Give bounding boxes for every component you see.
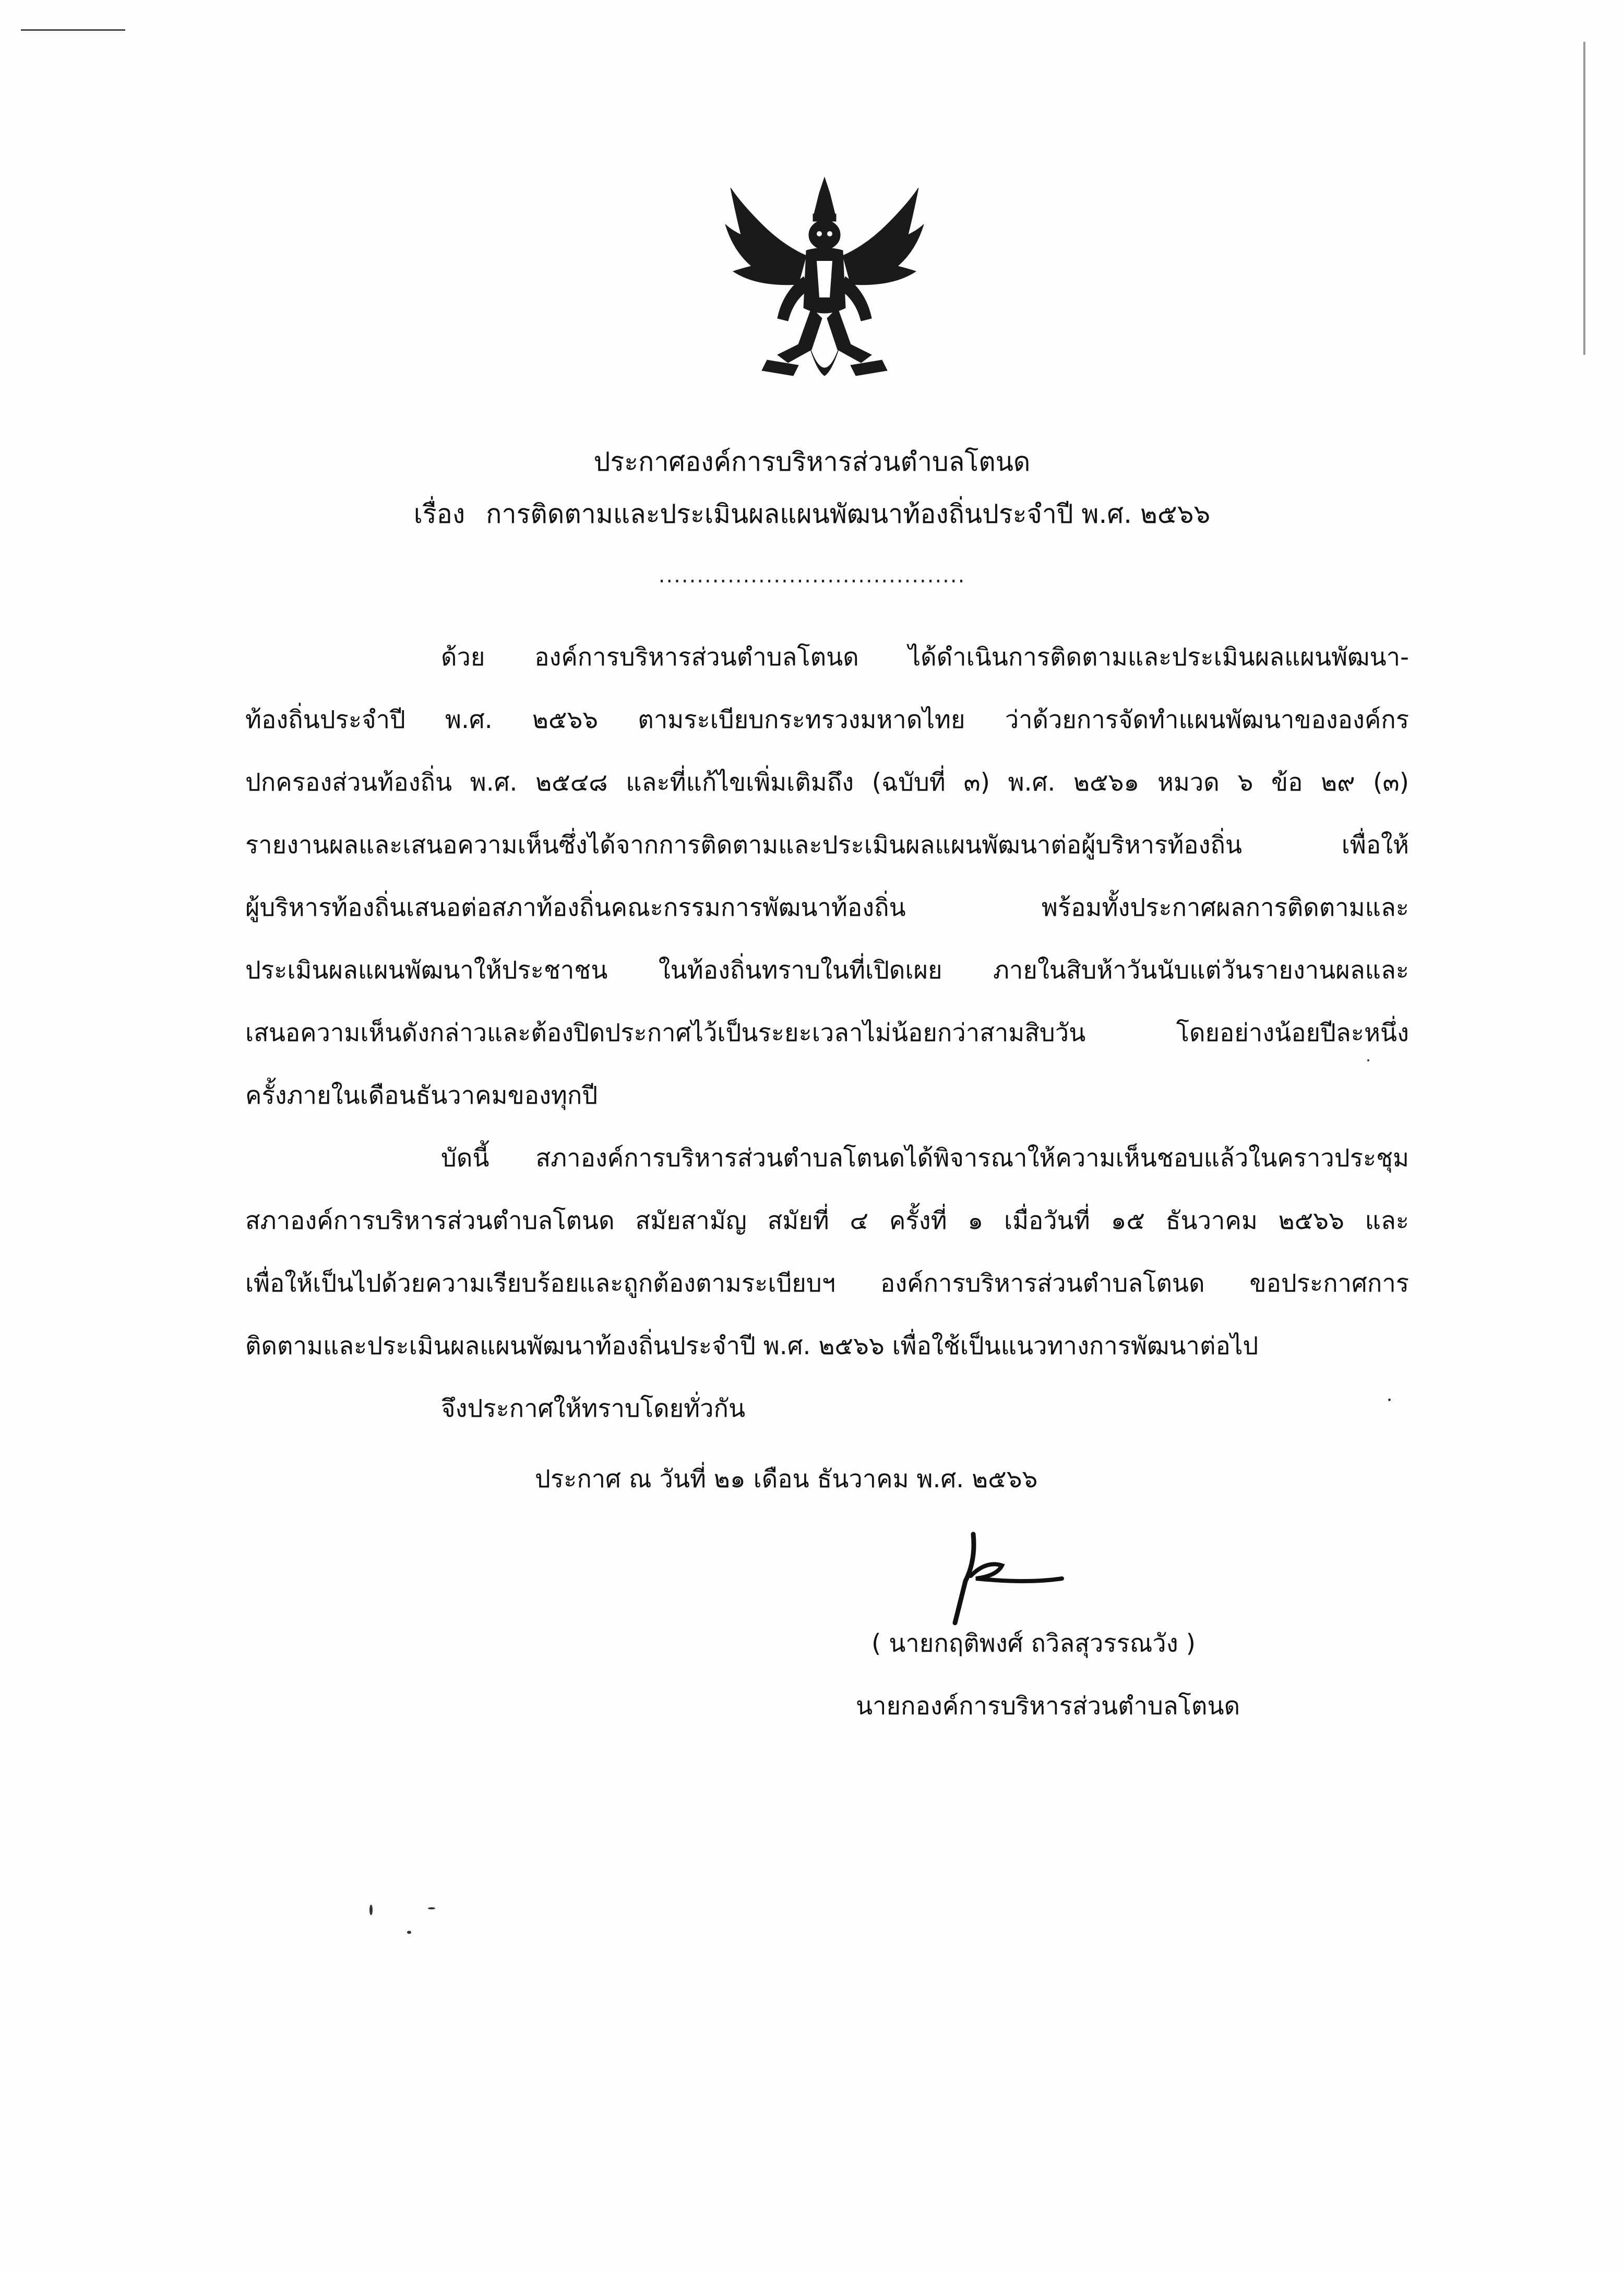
subject-line [0, 496, 1624, 532]
paragraph-1-line: ผู้บริหารท้องถิ่นเสนอต่อสภาท้องถิ่นคณะกรรมการพัฒนาท้องถิ่น พร้อมทั้งประกาศผลการติดตามและ [245, 893, 1409, 922]
paragraph-2-line: เพื่อให้เป็นไปด้วยความเรียบร้อยและถูกต้องตามระเบียบฯ องค์การบริหารส่วนตำบลโตนด ขอประกาศการ [245, 1269, 1409, 1298]
scan-edge [1583, 42, 1585, 355]
scan-speck [407, 1931, 411, 1934]
signatory-position: นายกองค์การบริหารส่วนตำบลโตนด [856, 1692, 1240, 1720]
paragraph-1-line: ด้วย องค์การบริหารส่วนตำบลโตนด ได้ดำเนินการติดตามและประเมินผลแผนพัฒนา- [441, 643, 1409, 672]
garuda-emblem-icon [720, 172, 929, 391]
separator-dots: ........................................ [658, 564, 966, 588]
scan-speck [428, 1907, 435, 1909]
paragraph-2-line: สภาองค์การบริหารส่วนตำบลโตนด สมัยสามัญ สมัยที่ ๔ ครั้งที่ ๑ เมื่อวันที่ ๑๕ ธันวาคม ๒๕๖๖ และ [245, 1206, 1409, 1235]
paragraph-2-line: บัดนี้ สภาองค์การบริหารส่วนตำบลโตนดได้พิจารณาให้ความเห็นชอบแล้วในคราวประชุม [441, 1144, 1409, 1173]
closing-statement: จึงประกาศให้ทราบโดยทั่วกัน [441, 1394, 746, 1423]
paragraph-1-line: ปกครองส่วนท้องถิ่น พ.ศ. ๒๕๔๘ และที่แก้ไขเพิ่มเติมถึง (ฉบับที่ ๓) พ.ศ. ๒๕๖๑ หมวด ๖ ข้อ ๒๙ (๓) [245, 768, 1409, 797]
announcement-date: ประกาศ ณ วันที่ ๒๑ เดือน ธันวาคม พ.ศ. ๒๕๖๖ [535, 1465, 1038, 1493]
paragraph-1-line: ท้องถิ่นประจำปี พ.ศ. ๒๕๖๖ ตามระเบียบกระทรวงมหาดไทย ว่าด้วยการจัดทำแผนพัฒนาขององค์กร [245, 706, 1409, 734]
paragraph-1-line: รายงานผลและเสนอความเห็นซึ่งได้จากการติดตามและประเมินผลแผนพัฒนาต่อผู้บริหารท้องถิ่น เพื่อให้ [245, 831, 1409, 859]
scan-speck [369, 1905, 373, 1915]
announcement-title: ประกาศองค์การบริหารส่วนตำบลโตนด [593, 447, 1031, 477]
signature-image [924, 1524, 1070, 1628]
signatory-name: ( นายกฤติพงศ์ ถวิลสุวรรณวัง ) [871, 1629, 1196, 1658]
paragraph-2-line: ติดตามและประเมินผลแผนพัฒนาท้องถิ่นประจำปี พ.ศ. ๒๕๖๖ เพื่อใช้เป็นแนวทางการพัฒนาต่อไป [245, 1332, 1259, 1360]
paragraph-1-line: เสนอความเห็นดังกล่าวและต้องปิดประกาศไว้เป็นระยะเวลาไม่น้อยกว่าสามสิบวัน โดยอย่างน้อยปีละหนึ่ง [245, 1019, 1409, 1047]
scan-speck [1388, 1399, 1391, 1401]
subject-text: การติดตามและประเมินผลแผนพัฒนาท้องถิ่นประจำปี พ.ศ. ๒๕๖๖ [486, 499, 1211, 529]
scan-speck [1367, 1059, 1369, 1061]
subject-label: เรื่อง [413, 499, 465, 529]
paragraph-1-line: ครั้งภายในเดือนธันวาคมของทุกปี [245, 1081, 598, 1110]
paragraph-1-line: ประเมินผลแผนพัฒนาให้ประชาชน ในท้องถิ่นทราบในที่เปิดเผย ภายในสิบห้าวันนับแต่วันรายงานผลและ [245, 956, 1409, 985]
scan-mark [21, 29, 125, 31]
